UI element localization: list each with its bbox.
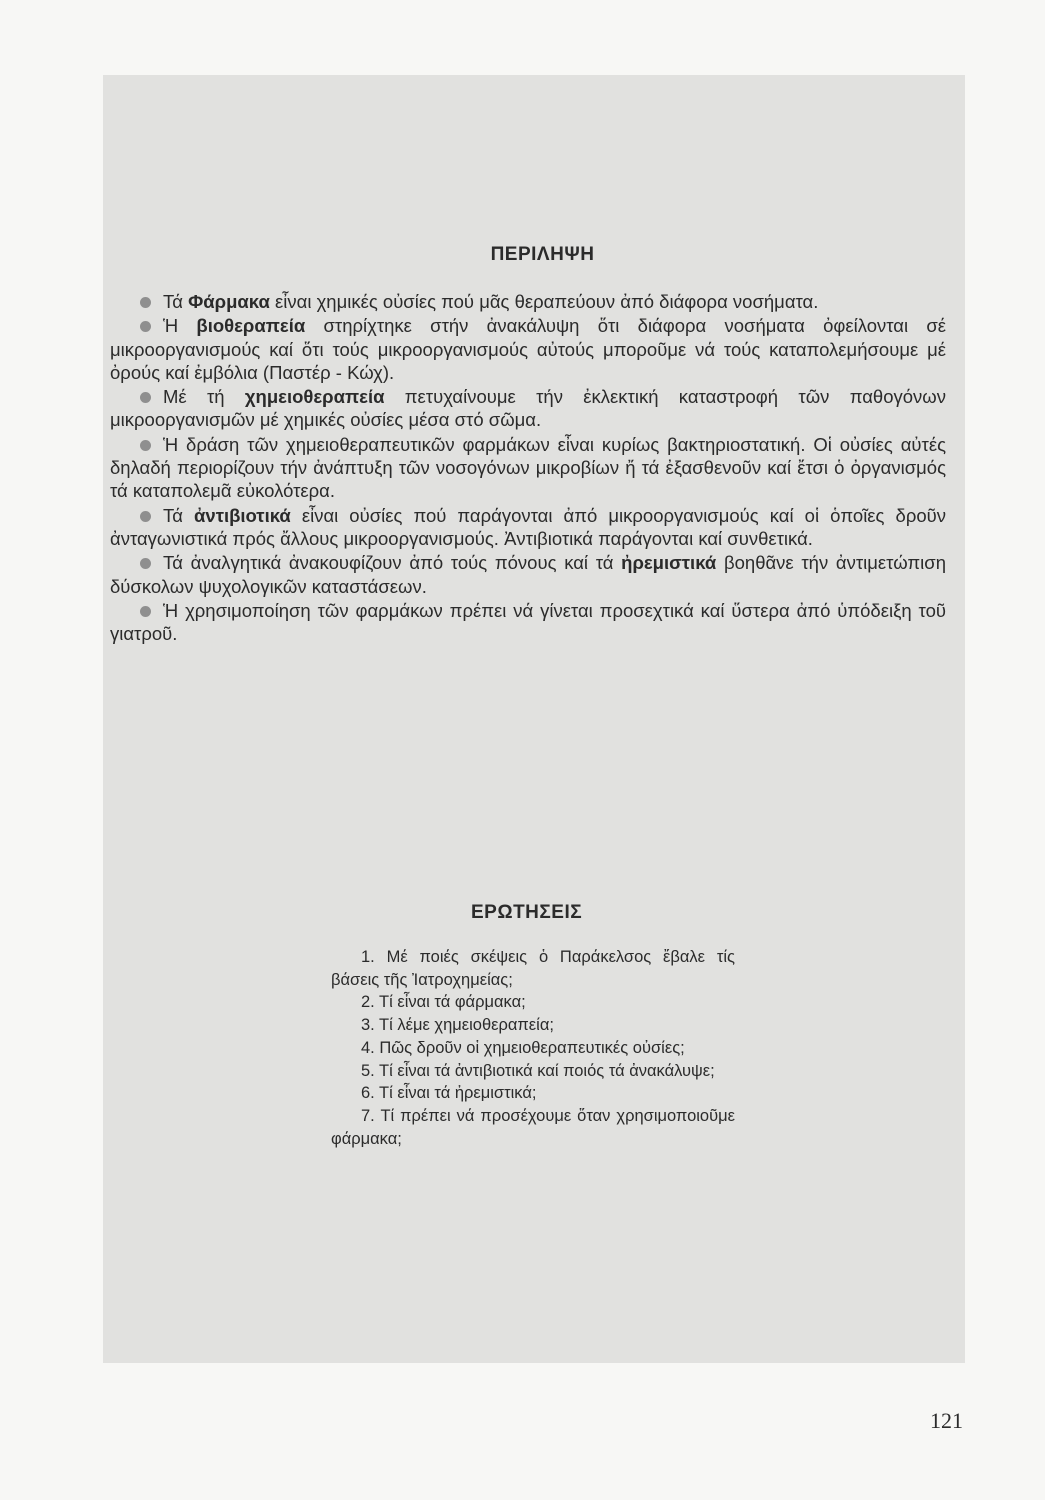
summary-heading: ΠΕΡΙΛΗΨΗ	[490, 244, 595, 265]
questions-list	[331, 946, 735, 1150]
bullet-icon	[140, 558, 151, 569]
summary-item: Ἡ δράση τῶν χημειοθεραπευτικῶν φαρμάκων εἶναι κυρίως βακτηριοστατική. Οἱ οὐσίες αὐτές δηλαδή περιορίζουν τήν ἀνάπτυξη τῶν νοσογόνων μικροβίων ἤ τά ἐξασθενοῦν καί ἔτσι ὁ ὀργανισμός τά καταπολεμᾶ εὐκολότερα.	[110, 433, 946, 502]
background-panel	[103, 75, 965, 1363]
summary-item: Τά ἀντιβιοτικά εἶναι οὐσίες πού παράγονται ἀπό μικροοργανισμούς καί οἱ ὁποῖες δροῦν ἀνταγωνιστικά πρός ἄλλους μικροοργανισμούς. Ἀντιβιοτικά παράγονται καί συνθετικά.	[110, 504, 947, 549]
summary-section	[110, 290, 946, 646]
question-item: 6. Τί εἶναι τά ἠρεμιστικά;	[361, 1084, 537, 1103]
bullet-icon	[140, 392, 151, 403]
summary-item: Μέ τή χημειοθεραπεία πετυχαίνουμε τήν ἐκλεκτική καταστροφή τῶν παθογόνων μικροοργανισμῶν μέ χημικές οὐσίες μέσα στό σῶμα.	[110, 386, 946, 431]
summary-item: Τά ἀναλγητικά ἀνακουφίζουν ἀπό τούς πόνους καί τά ἠρεμιστικά βοηθᾶνε τήν ἀντιμετώπιση δύσκολων ψυχολογικῶν καταστάσεων.	[110, 552, 946, 597]
summary-item: Τά Φάρμακα εἶναι χημικές οὐσίες πού μᾶς θεραπεύουν ἀπό διάφορα νοσήματα.	[110, 290, 946, 313]
bullet-icon	[140, 440, 151, 451]
bullet-icon	[140, 321, 151, 332]
question-item: 2. Τί εἶναι τά φάρμακα;	[361, 993, 526, 1012]
summary-item: Ἡ βιοθεραπεία στηρίχτηκε στήν ἀνακάλυψη ὅτι διάφορα νοσήματα ὀφείλονται σέ μικροοργανισμούς καί ὅτι τούς μικροοργανισμούς αὐτούς μποροῦμε νά τούς καταπολεμήσουμε μέ ὀρούς καί ἐμβόλια (Παστέρ - Κώχ).	[110, 315, 947, 383]
bullet-icon	[140, 606, 151, 617]
question-item: 7. Τί πρέπει νά προσέχουμε ὅταν χρησιμοποιοῦμε φάρμακα;	[331, 1106, 735, 1148]
summary-item: Ἡ χρησιμοποίηση τῶν φαρμάκων πρέπει νά γίνεται προσεχτικά καί ὕστερα ἀπό ὑπόδειξη τοῦ γιατροῦ.	[110, 599, 946, 645]
question-item: 1. Μέ ποιές σκέψεις ὁ Παράκελσος ἔβαλε τίς βάσεις τῆς Ἰατροχημείας;	[331, 948, 735, 989]
bullet-icon	[140, 511, 151, 522]
questions-heading: ΕΡΩΤΗΣΕΙΣ	[471, 902, 583, 923]
page-number: 121	[930, 1408, 963, 1433]
question-item: 5. Τί εἶναι τά ἀντιβιοτικά καί ποιός τά ἀνακάλυψε;	[361, 1061, 715, 1080]
question-item: 3. Τί λέμε χημειοθεραπεία;	[361, 1016, 554, 1035]
bullet-icon	[140, 297, 151, 308]
question-item: 4. Πῶς δροῦν οἱ χημειοθεραπευτικές οὐσίες;	[361, 1038, 685, 1057]
